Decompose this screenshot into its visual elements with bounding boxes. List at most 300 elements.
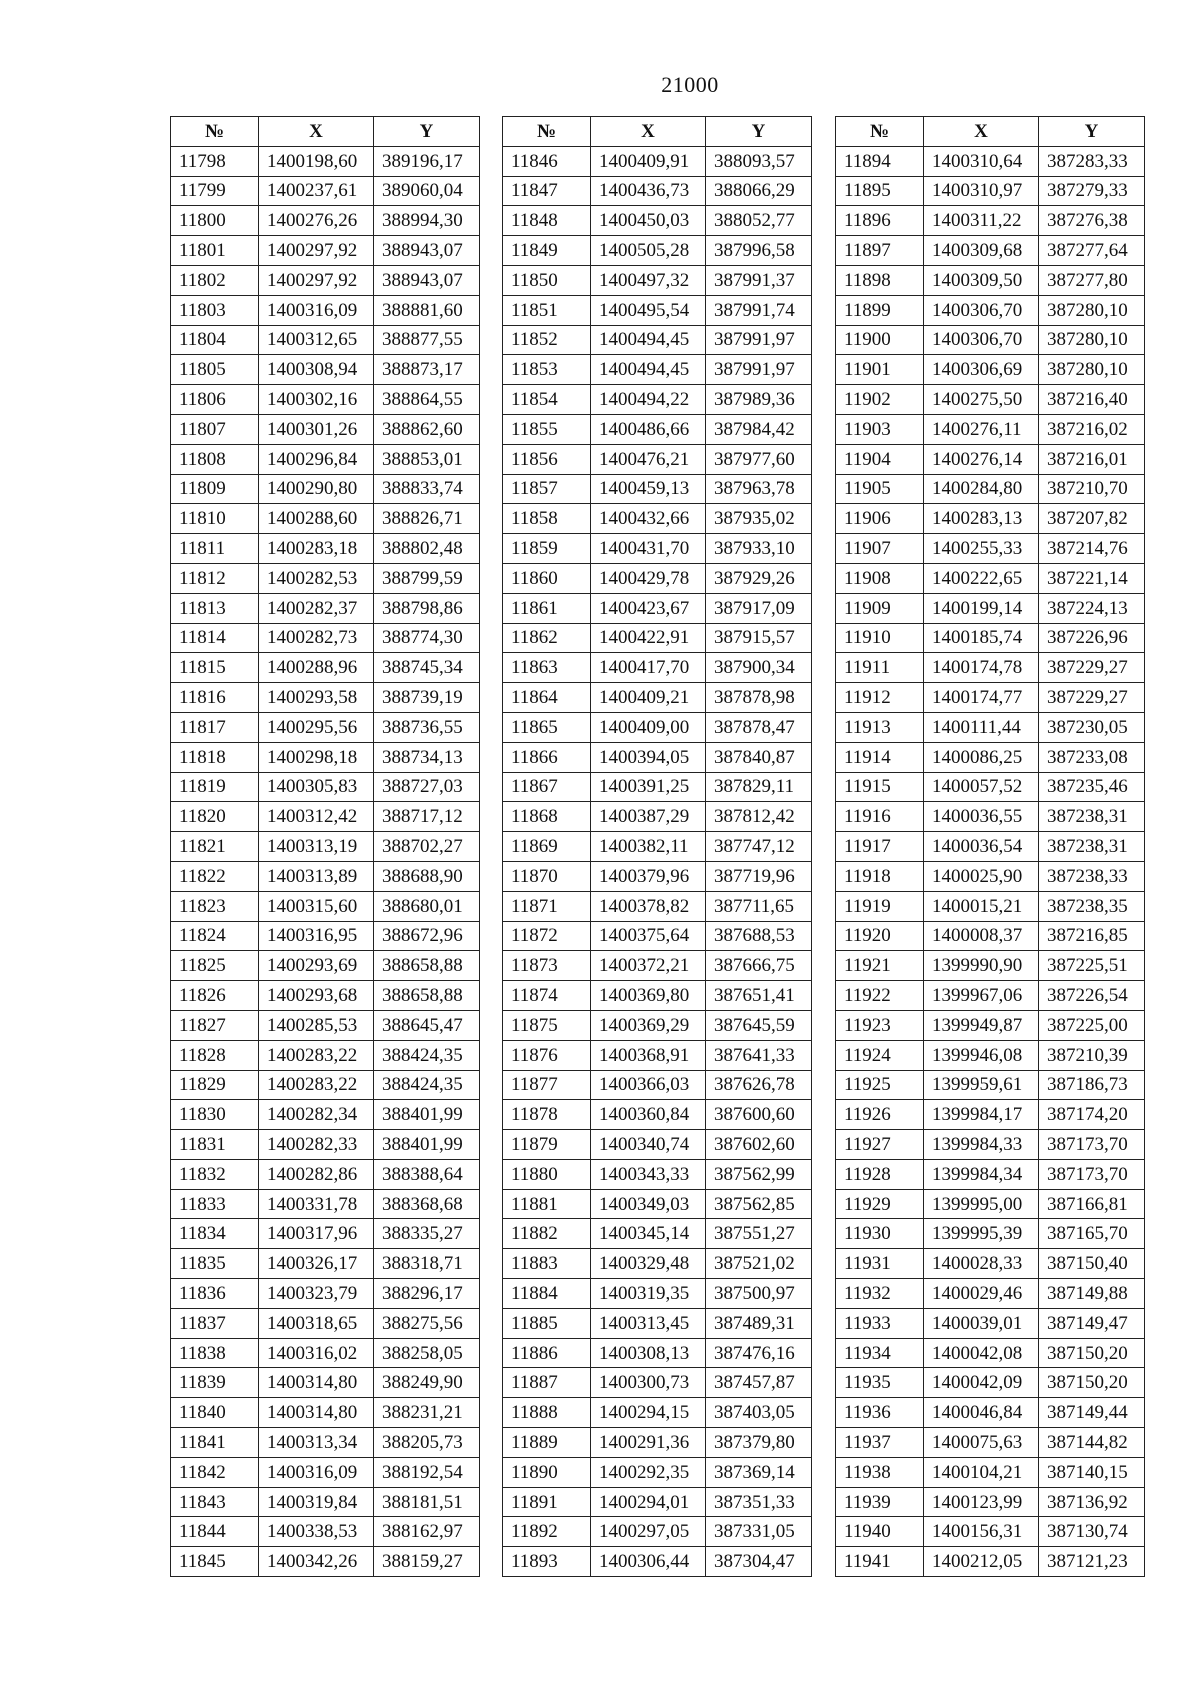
y-coordinate-cell: 387238,35: [1039, 891, 1145, 921]
table-row: [503, 1070, 812, 1100]
y-coordinate-cell: 388162,97: [374, 1517, 480, 1547]
y-coordinate-cell: 387562,99: [706, 1159, 812, 1189]
point-number-cell: 11931: [836, 1249, 924, 1279]
y-coordinate-cell: 387149,47: [1039, 1308, 1145, 1338]
x-coordinate-cell: 1400276,26: [259, 206, 374, 236]
point-number-cell: 11806: [171, 385, 259, 415]
y-coordinate-cell: 387984,42: [706, 414, 812, 444]
x-coordinate-cell: 1400318,65: [259, 1308, 374, 1338]
y-coordinate-cell: 388388,64: [374, 1159, 480, 1189]
y-coordinate-cell: 388798,86: [374, 593, 480, 623]
point-number-cell: 11802: [171, 265, 259, 295]
x-coordinate-cell: 1400317,96: [259, 1219, 374, 1249]
point-number-cell: 11821: [171, 832, 259, 862]
point-number-cell: 11913: [836, 712, 924, 742]
page-number: 21000: [661, 72, 719, 97]
point-number-cell: 11936: [836, 1398, 924, 1428]
table-header-row: [503, 117, 812, 147]
x-coordinate-cell: 1400342,26: [259, 1547, 374, 1577]
table-row: [836, 1130, 1145, 1160]
header-number: №: [503, 117, 591, 147]
point-number-cell: 11819: [171, 772, 259, 802]
y-coordinate-cell: 387165,70: [1039, 1219, 1145, 1249]
x-coordinate-cell: 1400282,53: [259, 563, 374, 593]
table-row: [503, 146, 812, 176]
y-coordinate-cell: 387991,74: [706, 295, 812, 325]
table-row: [171, 325, 480, 355]
point-number-cell: 11935: [836, 1368, 924, 1398]
y-coordinate-cell: 388702,27: [374, 832, 480, 862]
x-coordinate-cell: 1399959,61: [924, 1070, 1039, 1100]
table-row: [503, 861, 812, 891]
y-coordinate-cell: 389060,04: [374, 176, 480, 206]
table-row: [836, 593, 1145, 623]
table-row: [836, 981, 1145, 1011]
point-number-cell: 11896: [836, 206, 924, 236]
x-coordinate-cell: 1400285,53: [259, 1010, 374, 1040]
table-row: [503, 563, 812, 593]
point-number-cell: 11894: [836, 146, 924, 176]
point-number-cell: 11799: [171, 176, 259, 206]
x-coordinate-cell: 1399967,06: [924, 981, 1039, 1011]
point-number-cell: 11883: [503, 1249, 591, 1279]
table-row: [171, 265, 480, 295]
table-row: [836, 325, 1145, 355]
x-coordinate-cell: 1399990,90: [924, 951, 1039, 981]
y-coordinate-cell: 387935,02: [706, 504, 812, 534]
y-coordinate-cell: 387216,85: [1039, 921, 1145, 951]
point-number-cell: 11905: [836, 474, 924, 504]
y-coordinate-cell: 388873,17: [374, 355, 480, 385]
x-coordinate-cell: 1400300,73: [591, 1368, 706, 1398]
header-y: Y: [1039, 117, 1145, 147]
x-coordinate-cell: 1400331,78: [259, 1189, 374, 1219]
x-coordinate-cell: 1400329,48: [591, 1249, 706, 1279]
point-number-cell: 11928: [836, 1159, 924, 1189]
table-row: [171, 534, 480, 564]
table-row: [836, 1249, 1145, 1279]
table-row: [503, 712, 812, 742]
point-number-cell: 11854: [503, 385, 591, 415]
y-coordinate-cell: 387224,13: [1039, 593, 1145, 623]
x-coordinate-cell: 1400292,35: [591, 1457, 706, 1487]
point-number-cell: 11878: [503, 1100, 591, 1130]
point-number-cell: 11912: [836, 683, 924, 713]
point-number-cell: 11923: [836, 1010, 924, 1040]
table-row: [836, 1517, 1145, 1547]
x-coordinate-cell: 1400290,80: [259, 474, 374, 504]
y-coordinate-cell: 388853,01: [374, 444, 480, 474]
table-row: [171, 563, 480, 593]
table-row: [836, 295, 1145, 325]
x-coordinate-cell: 1400379,96: [591, 861, 706, 891]
x-coordinate-cell: 1400313,34: [259, 1428, 374, 1458]
table-row: [171, 921, 480, 951]
table-row: [503, 1338, 812, 1368]
x-coordinate-cell: 1400366,03: [591, 1070, 706, 1100]
y-coordinate-cell: 387489,31: [706, 1308, 812, 1338]
y-coordinate-cell: 387238,31: [1039, 832, 1145, 862]
y-coordinate-cell: 388736,55: [374, 712, 480, 742]
point-number-cell: 11808: [171, 444, 259, 474]
x-coordinate-cell: 1400316,09: [259, 1457, 374, 1487]
point-number-cell: 11877: [503, 1070, 591, 1100]
x-coordinate-cell: 1400316,02: [259, 1338, 374, 1368]
x-coordinate-cell: 1400360,84: [591, 1100, 706, 1130]
table-row: [171, 1308, 480, 1338]
x-coordinate-cell: 1400283,22: [259, 1070, 374, 1100]
x-coordinate-cell: 1400282,33: [259, 1130, 374, 1160]
y-coordinate-cell: 387230,05: [1039, 712, 1145, 742]
table-row: [171, 683, 480, 713]
table-row: [171, 146, 480, 176]
point-number-cell: 11910: [836, 623, 924, 653]
x-coordinate-cell: 1400174,77: [924, 683, 1039, 713]
x-coordinate-cell: 1400375,64: [591, 921, 706, 951]
point-number-cell: 11849: [503, 236, 591, 266]
y-coordinate-cell: 387130,74: [1039, 1517, 1145, 1547]
y-coordinate-cell: 387280,10: [1039, 325, 1145, 355]
y-coordinate-cell: 387379,80: [706, 1428, 812, 1458]
point-number-cell: 11835: [171, 1249, 259, 1279]
y-coordinate-cell: 388734,13: [374, 742, 480, 772]
x-coordinate-cell: 1400345,14: [591, 1219, 706, 1249]
x-coordinate-cell: 1400185,74: [924, 623, 1039, 653]
point-number-cell: 11861: [503, 593, 591, 623]
point-number-cell: 11890: [503, 1457, 591, 1487]
y-coordinate-cell: 388799,59: [374, 563, 480, 593]
x-coordinate-cell: 1400039,01: [924, 1308, 1039, 1338]
point-number-cell: 11868: [503, 802, 591, 832]
point-number-cell: 11899: [836, 295, 924, 325]
point-number-cell: 11917: [836, 832, 924, 862]
table-row: [836, 474, 1145, 504]
y-coordinate-cell: 387140,15: [1039, 1457, 1145, 1487]
y-coordinate-cell: 387304,47: [706, 1547, 812, 1577]
table-row: [836, 1070, 1145, 1100]
point-number-cell: 11829: [171, 1070, 259, 1100]
point-number-cell: 11853: [503, 355, 591, 385]
point-number-cell: 11858: [503, 504, 591, 534]
point-number-cell: 11863: [503, 653, 591, 683]
x-coordinate-cell: 1400237,61: [259, 176, 374, 206]
point-number-cell: 11801: [171, 236, 259, 266]
x-coordinate-cell: 1400316,95: [259, 921, 374, 951]
y-coordinate-cell: 387166,81: [1039, 1189, 1145, 1219]
x-coordinate-cell: 1400378,82: [591, 891, 706, 921]
x-coordinate-cell: 1400382,11: [591, 832, 706, 862]
y-coordinate-cell: 387351,33: [706, 1487, 812, 1517]
y-coordinate-cell: 388231,21: [374, 1398, 480, 1428]
point-number-cell: 11919: [836, 891, 924, 921]
header-number: №: [171, 117, 259, 147]
point-number-cell: 11837: [171, 1308, 259, 1338]
table-row: [836, 1398, 1145, 1428]
x-coordinate-cell: 1399995,00: [924, 1189, 1039, 1219]
point-number-cell: 11895: [836, 176, 924, 206]
x-coordinate-cell: 1400308,94: [259, 355, 374, 385]
table-row: [503, 1130, 812, 1160]
table-row: [171, 712, 480, 742]
y-coordinate-cell: 388258,05: [374, 1338, 480, 1368]
y-coordinate-cell: 388680,01: [374, 891, 480, 921]
point-number-cell: 11869: [503, 832, 591, 862]
point-number-cell: 11836: [171, 1279, 259, 1309]
table-row: [171, 1219, 480, 1249]
point-number-cell: 11865: [503, 712, 591, 742]
table-row: [503, 1249, 812, 1279]
y-coordinate-cell: 388943,07: [374, 265, 480, 295]
table-row: [836, 742, 1145, 772]
x-coordinate-cell: 1400309,50: [924, 265, 1039, 295]
point-number-cell: 11902: [836, 385, 924, 415]
y-coordinate-cell: 387283,33: [1039, 146, 1145, 176]
table-row: [171, 474, 480, 504]
x-coordinate-cell: 1400432,66: [591, 504, 706, 534]
y-coordinate-cell: 387144,82: [1039, 1428, 1145, 1458]
header-number: №: [836, 117, 924, 147]
x-coordinate-cell: 1400029,46: [924, 1279, 1039, 1309]
point-number-cell: 11807: [171, 414, 259, 444]
point-number-cell: 11839: [171, 1368, 259, 1398]
table-row: [171, 1338, 480, 1368]
y-coordinate-cell: 388881,60: [374, 295, 480, 325]
y-coordinate-cell: 387225,00: [1039, 1010, 1145, 1040]
table-row: [503, 504, 812, 534]
table-row: [171, 653, 480, 683]
y-coordinate-cell: 387207,82: [1039, 504, 1145, 534]
y-coordinate-cell: 387719,96: [706, 861, 812, 891]
point-number-cell: 11930: [836, 1219, 924, 1249]
table-row: [503, 1159, 812, 1189]
table-row: [171, 1398, 480, 1428]
y-coordinate-cell: 388774,30: [374, 623, 480, 653]
x-coordinate-cell: 1400306,70: [924, 325, 1039, 355]
point-number-cell: 11908: [836, 563, 924, 593]
x-coordinate-cell: 1400198,60: [259, 146, 374, 176]
y-coordinate-cell: 388645,47: [374, 1010, 480, 1040]
point-number-cell: 11818: [171, 742, 259, 772]
point-number-cell: 11843: [171, 1487, 259, 1517]
point-number-cell: 11800: [171, 206, 259, 236]
x-coordinate-cell: 1400288,96: [259, 653, 374, 683]
y-coordinate-cell: 388318,71: [374, 1249, 480, 1279]
x-coordinate-cell: 1400276,11: [924, 414, 1039, 444]
x-coordinate-cell: 1400275,50: [924, 385, 1039, 415]
table-row: [503, 921, 812, 951]
y-coordinate-cell: 387149,44: [1039, 1398, 1145, 1428]
x-coordinate-cell: 1400008,37: [924, 921, 1039, 951]
y-coordinate-cell: 387221,14: [1039, 563, 1145, 593]
table-row: [836, 921, 1145, 951]
y-coordinate-cell: 387900,34: [706, 653, 812, 683]
x-coordinate-cell: 1400369,29: [591, 1010, 706, 1040]
table-row: [503, 1428, 812, 1458]
y-coordinate-cell: 387173,70: [1039, 1159, 1145, 1189]
y-coordinate-cell: 388159,27: [374, 1547, 480, 1577]
y-coordinate-cell: 387500,97: [706, 1279, 812, 1309]
y-coordinate-cell: 387641,33: [706, 1040, 812, 1070]
table-row: [836, 1428, 1145, 1458]
y-coordinate-cell: 387645,59: [706, 1010, 812, 1040]
y-coordinate-cell: 388658,88: [374, 981, 480, 1011]
table-row: [836, 951, 1145, 981]
point-number-cell: 11803: [171, 295, 259, 325]
x-coordinate-cell: 1400409,21: [591, 683, 706, 713]
x-coordinate-cell: 1400431,70: [591, 534, 706, 564]
table-row: [171, 1040, 480, 1070]
x-coordinate-cell: 1399949,87: [924, 1010, 1039, 1040]
table-row: [171, 355, 480, 385]
table-row: [503, 1308, 812, 1338]
x-coordinate-cell: 1400036,54: [924, 832, 1039, 862]
table-row: [836, 1338, 1145, 1368]
point-number-cell: 11916: [836, 802, 924, 832]
y-coordinate-cell: 387150,40: [1039, 1249, 1145, 1279]
x-coordinate-cell: 1400343,33: [591, 1159, 706, 1189]
point-number-cell: 11887: [503, 1368, 591, 1398]
point-number-cell: 11809: [171, 474, 259, 504]
table-row: [171, 236, 480, 266]
point-number-cell: 11871: [503, 891, 591, 921]
x-coordinate-cell: 1400306,44: [591, 1547, 706, 1577]
y-coordinate-cell: 388864,55: [374, 385, 480, 415]
point-number-cell: 11938: [836, 1457, 924, 1487]
point-number-cell: 11875: [503, 1010, 591, 1040]
x-coordinate-cell: 1400104,21: [924, 1457, 1039, 1487]
y-coordinate-cell: 387229,27: [1039, 683, 1145, 713]
table-row: [171, 861, 480, 891]
x-coordinate-cell: 1400042,09: [924, 1368, 1039, 1398]
x-coordinate-cell: 1400156,31: [924, 1517, 1039, 1547]
x-coordinate-cell: 1400423,67: [591, 593, 706, 623]
point-number-cell: 11848: [503, 206, 591, 236]
x-coordinate-cell: 1400312,65: [259, 325, 374, 355]
y-coordinate-cell: 387711,65: [706, 891, 812, 921]
table-row: [503, 1189, 812, 1219]
y-coordinate-cell: 387989,36: [706, 385, 812, 415]
table-row: [503, 1547, 812, 1577]
table-row: [503, 206, 812, 236]
table-row: [171, 623, 480, 653]
table-row: [503, 1219, 812, 1249]
y-coordinate-cell: 388066,29: [706, 176, 812, 206]
point-number-cell: 11927: [836, 1130, 924, 1160]
header-x: X: [259, 117, 374, 147]
point-number-cell: 11911: [836, 653, 924, 683]
point-number-cell: 11798: [171, 146, 259, 176]
table-row: [171, 1249, 480, 1279]
y-coordinate-cell: 387235,46: [1039, 772, 1145, 802]
y-coordinate-cell: 387216,02: [1039, 414, 1145, 444]
x-coordinate-cell: 1400015,21: [924, 891, 1039, 921]
y-coordinate-cell: 387174,20: [1039, 1100, 1145, 1130]
point-number-cell: 11805: [171, 355, 259, 385]
table-row: [503, 772, 812, 802]
y-coordinate-cell: 388424,35: [374, 1070, 480, 1100]
x-coordinate-cell: 1400409,91: [591, 146, 706, 176]
table-header-row: [836, 117, 1145, 147]
x-coordinate-cell: 1400495,54: [591, 295, 706, 325]
coordinates-table-1: [170, 116, 480, 1577]
table-row: [836, 206, 1145, 236]
y-coordinate-cell: 388205,73: [374, 1428, 480, 1458]
y-coordinate-cell: 387210,70: [1039, 474, 1145, 504]
y-coordinate-cell: 388249,90: [374, 1368, 480, 1398]
point-number-cell: 11900: [836, 325, 924, 355]
table-row: [836, 623, 1145, 653]
point-number-cell: 11940: [836, 1517, 924, 1547]
table-row: [171, 1517, 480, 1547]
y-coordinate-cell: 387331,05: [706, 1517, 812, 1547]
x-coordinate-cell: 1400025,90: [924, 861, 1039, 891]
y-coordinate-cell: 387369,14: [706, 1457, 812, 1487]
x-coordinate-cell: 1400494,45: [591, 325, 706, 355]
y-coordinate-cell: 387878,47: [706, 712, 812, 742]
point-number-cell: 11859: [503, 534, 591, 564]
x-coordinate-cell: 1400369,80: [591, 981, 706, 1011]
table-row: [503, 683, 812, 713]
table-row: [171, 295, 480, 325]
point-number-cell: 11862: [503, 623, 591, 653]
x-coordinate-cell: 1400319,84: [259, 1487, 374, 1517]
point-number-cell: 11831: [171, 1130, 259, 1160]
x-coordinate-cell: 1400306,70: [924, 295, 1039, 325]
y-coordinate-cell: 387277,64: [1039, 236, 1145, 266]
x-coordinate-cell: 1400174,78: [924, 653, 1039, 683]
y-coordinate-cell: 387991,97: [706, 355, 812, 385]
y-coordinate-cell: 387602,60: [706, 1130, 812, 1160]
y-coordinate-cell: 387280,10: [1039, 295, 1145, 325]
x-coordinate-cell: 1400282,34: [259, 1100, 374, 1130]
x-coordinate-cell: 1400422,91: [591, 623, 706, 653]
header-y: Y: [374, 117, 480, 147]
y-coordinate-cell: 387878,98: [706, 683, 812, 713]
x-coordinate-cell: 1399946,08: [924, 1040, 1039, 1070]
y-coordinate-cell: 387963,78: [706, 474, 812, 504]
table-row: [836, 1547, 1145, 1577]
y-coordinate-cell: 387150,20: [1039, 1338, 1145, 1368]
x-coordinate-cell: 1399984,34: [924, 1159, 1039, 1189]
table-row: [171, 1279, 480, 1309]
point-number-cell: 11823: [171, 891, 259, 921]
x-coordinate-cell: 1400212,05: [924, 1547, 1039, 1577]
table-row: [171, 504, 480, 534]
y-coordinate-cell: 387600,60: [706, 1100, 812, 1130]
y-coordinate-cell: 389196,17: [374, 146, 480, 176]
y-coordinate-cell: 387150,20: [1039, 1368, 1145, 1398]
x-coordinate-cell: 1400028,33: [924, 1249, 1039, 1279]
x-coordinate-cell: 1400436,73: [591, 176, 706, 206]
table-row: [836, 563, 1145, 593]
y-coordinate-cell: 387403,05: [706, 1398, 812, 1428]
point-number-cell: 11860: [503, 563, 591, 593]
y-coordinate-cell: 388739,19: [374, 683, 480, 713]
x-coordinate-cell: 1400293,69: [259, 951, 374, 981]
table-row: [836, 1457, 1145, 1487]
x-coordinate-cell: 1400282,37: [259, 593, 374, 623]
y-coordinate-cell: 388424,35: [374, 1040, 480, 1070]
point-number-cell: 11880: [503, 1159, 591, 1189]
point-number-cell: 11855: [503, 414, 591, 444]
x-coordinate-cell: 1400368,91: [591, 1040, 706, 1070]
table-row: [503, 265, 812, 295]
table-row: [171, 1100, 480, 1130]
header-x: X: [591, 117, 706, 147]
x-coordinate-cell: 1400306,69: [924, 355, 1039, 385]
y-coordinate-cell: 388181,51: [374, 1487, 480, 1517]
table-row: [171, 1457, 480, 1487]
